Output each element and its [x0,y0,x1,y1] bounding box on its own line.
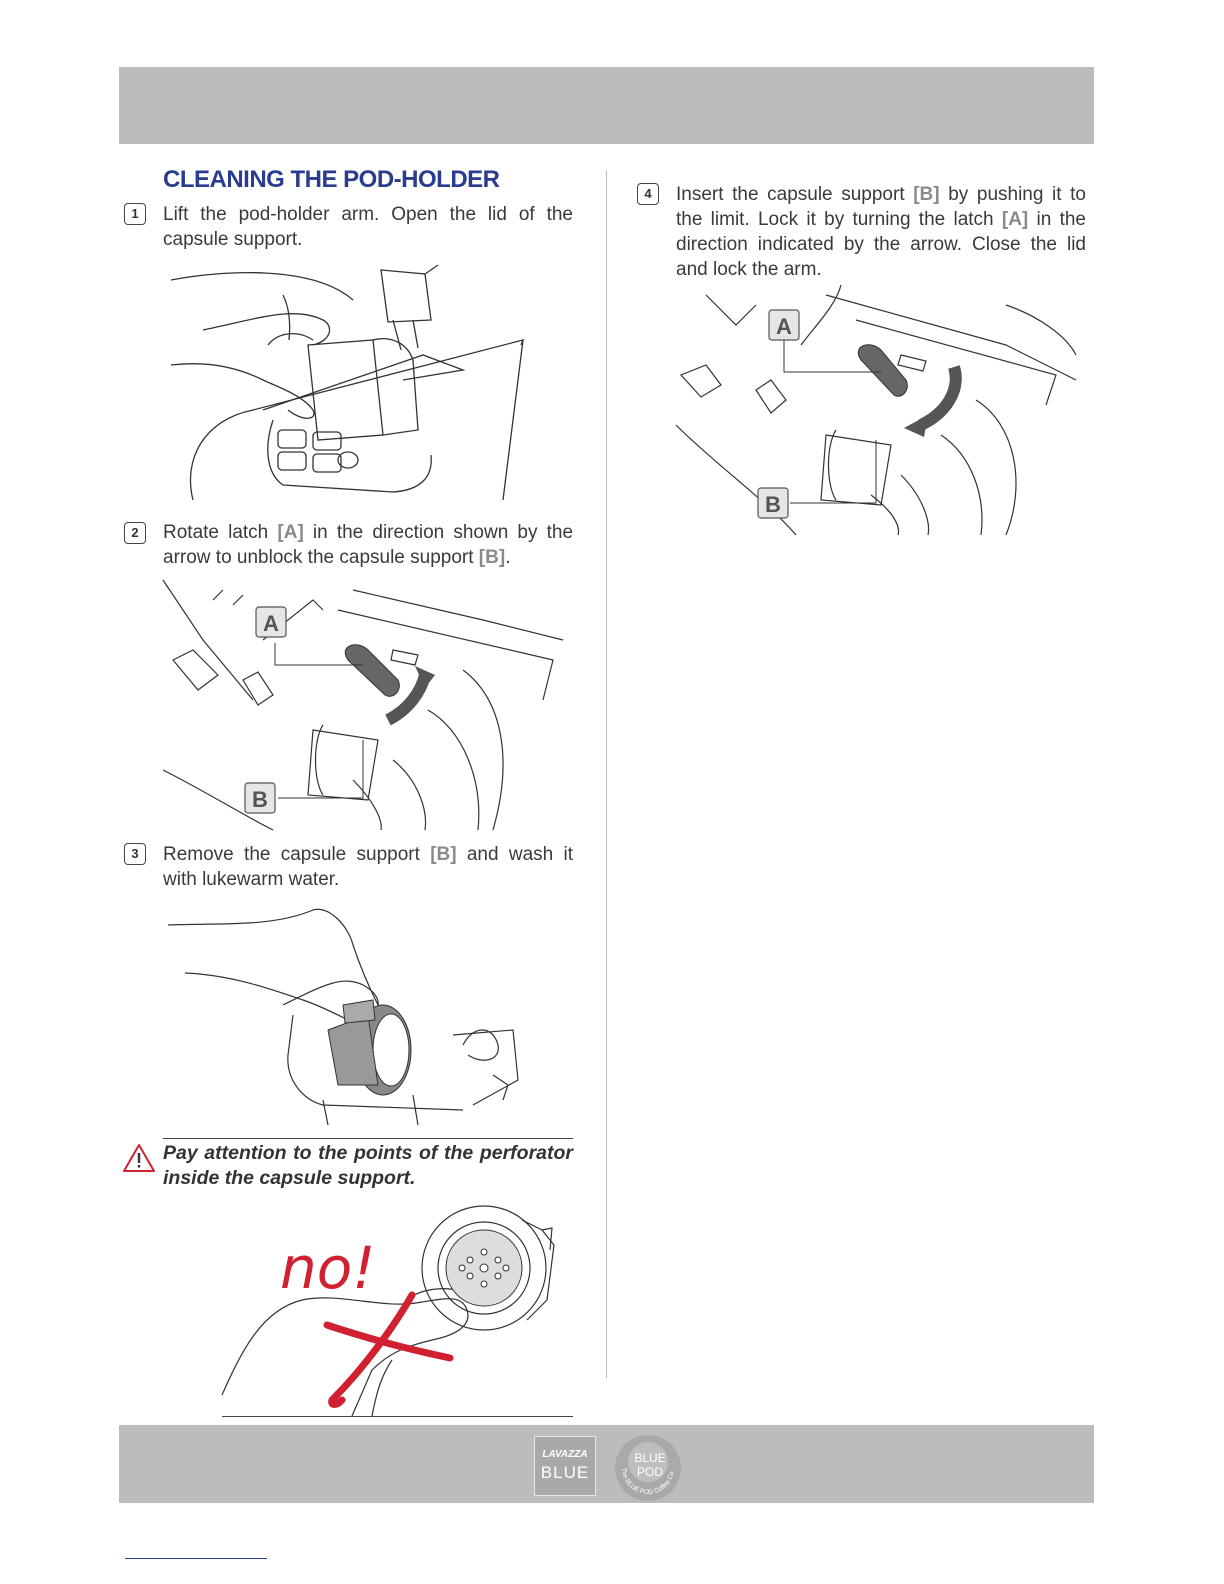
step-2-text: Rotate latch [A] in the direction shown by the arrow to unblock the capsule support [B]. [163,522,574,568]
svg-text:POD: POD [636,1465,664,1479]
svg-text:The BLUE POD Coffee Co.: The BLUE POD Coffee Co. [619,1467,676,1497]
label-a: A [776,314,792,339]
bottom-rule [222,1416,573,1417]
warning-top-rule [163,1138,573,1139]
step-4-number: 4 [637,183,659,205]
page-link-rule [125,1558,267,1559]
step-3-text: Remove the capsule support [B] and wash it with lukewarm water. [163,844,573,890]
step-2-number: 2 [124,522,146,544]
figure-rotate-latch [163,580,573,830]
figure-remove-support [163,905,573,1125]
step-3-number: 3 [124,843,146,865]
section-title: CLEANING THE POD-HOLDER [163,166,500,193]
svg-text:BLUE: BLUE [634,1451,666,1465]
step-4-text: Insert the capsule support [B] by pushing it to the limit. Lock it by turning the latch [A] in the direction indicated by the arrow. Close the lid and lock the arm. [676,184,1086,280]
blue-pod-logo [612,1432,684,1504]
figure-insert-support [676,285,1086,535]
step-1-number: 1 [124,203,146,225]
figure-no-touch [222,1200,573,1416]
figure-lift-arm [163,260,573,510]
warning-text: Pay attention to the points of the perforator inside the capsule support. [163,1142,573,1189]
step-1-text: Lift the pod-holder arm. Open the lid of the capsule support. [163,204,573,250]
label-a: A [263,611,279,636]
label-b: B [252,787,268,812]
header-band [119,67,1094,144]
column-divider [606,170,607,1378]
no-handwritten-label: no! [280,1234,376,1302]
warning-icon [122,1143,156,1173]
label-b: B [765,492,781,517]
lavazza-blue-logo: LAVAZZA BLUE [534,1436,596,1496]
footer-band [119,1425,1094,1503]
